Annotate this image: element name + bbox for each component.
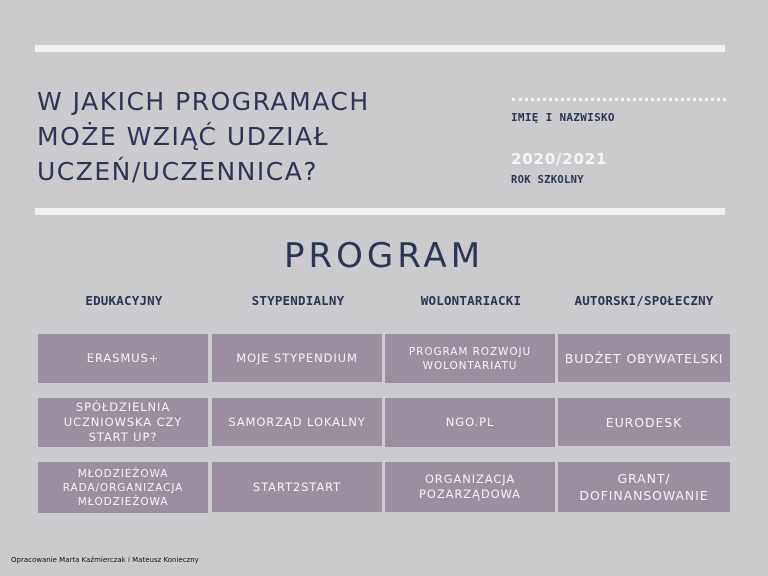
program-box-samorzad: SAMORZĄD LOKALNY: [212, 398, 382, 446]
column-heading-social: AUTORSKI/SPOŁECZNY: [574, 293, 714, 308]
name-fill-line: [512, 98, 726, 101]
program-box-mlodziezowa-rada: MŁODZIEŻOWA RADA/ORGANIZACJA MŁODZIEŻOWA: [38, 462, 208, 513]
program-heading: PROGRAM: [283, 236, 485, 276]
school-year: 2020/2021: [511, 150, 608, 168]
school-year-label: ROK SZKOLNY: [511, 174, 584, 186]
title-line-1: W JAKICH PROGRAMACH: [37, 87, 370, 116]
program-box-wolontariat: PROGRAM ROZWOJU WOLONTARIATU: [385, 334, 555, 383]
credits-footer: Opracowanie Marta Kaźmierczak i Mateusz Konieczny: [11, 556, 199, 564]
column-heading-scholarship: STYPENDIALNY: [251, 293, 345, 308]
top-divider: [35, 45, 725, 52]
program-box-moje-stypendium: MOJE STYPENDIUM: [212, 334, 382, 382]
program-box-erasmus: ERASMUS+: [38, 334, 208, 383]
bottom-divider: [35, 208, 725, 215]
program-box-budzet: BUDŻET OBYWATELSKI: [558, 334, 730, 382]
program-box-spoldzielnia: SPÓŁDZIELNIA UCZNIOWSKA CZY START UP?: [38, 398, 208, 447]
page-title: [37, 84, 370, 189]
program-box-grant: GRANT/ DOFINANSOWANIE: [558, 462, 730, 512]
column-heading-educational: EDUKACYJNY: [85, 293, 163, 308]
program-box-ngo: NGO.PL: [385, 398, 555, 447]
title-line-2: MOŻE WZIĄĆ UDZIAŁ: [37, 122, 330, 151]
program-box-start2start: START2START: [212, 462, 382, 512]
name-label: IMIĘ I NAZWISKO: [511, 111, 615, 124]
title-line-3: UCZEŃ/UCZENNICA?: [37, 157, 319, 186]
column-heading-volunteer: WOLONTARIACKI: [420, 293, 522, 308]
program-box-eurodesk: EURODESK: [558, 398, 730, 446]
program-box-organizacja: ORGANIZACJA POZARZĄDOWA: [385, 462, 555, 512]
